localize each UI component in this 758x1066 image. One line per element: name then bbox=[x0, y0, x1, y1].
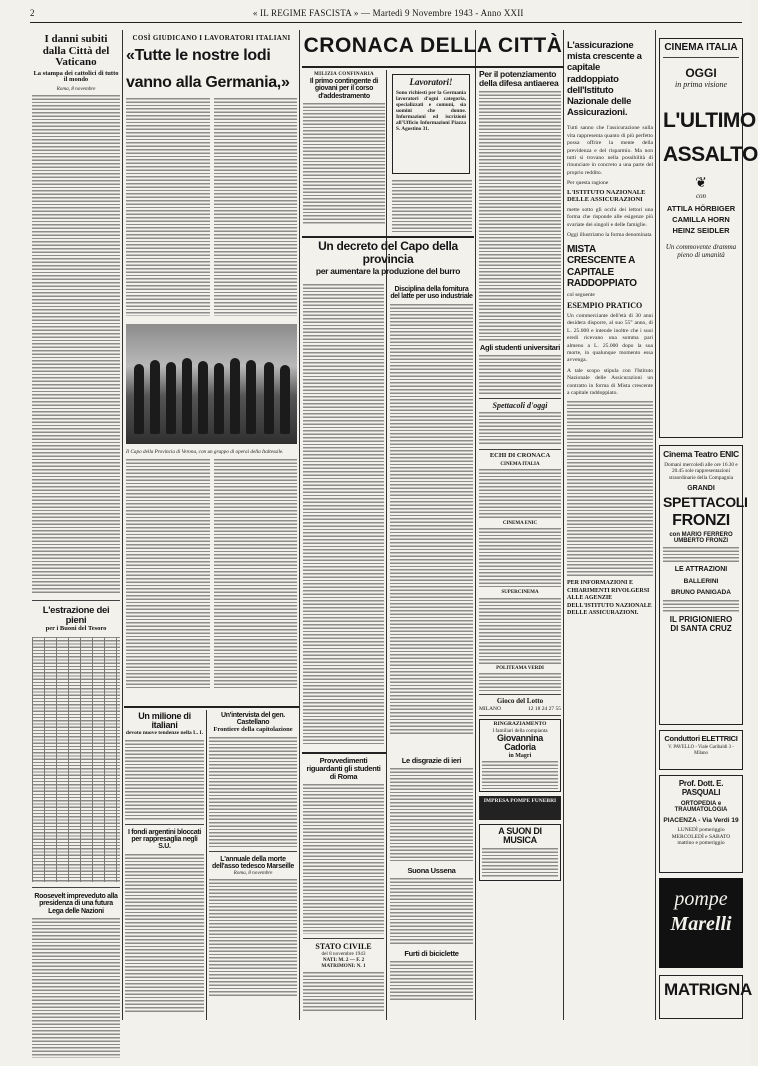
film-con: con bbox=[695, 192, 707, 200]
pasquali-spec: ORTOPEDIA e TRAUMATOLOGIA bbox=[674, 801, 728, 813]
spettacoli-headline[interactable]: Spettacoli d'oggi bbox=[492, 400, 548, 410]
studenti-headline[interactable]: Agli studenti universitari bbox=[479, 342, 561, 352]
echi-headline[interactable]: ECHI DI CRONACA bbox=[489, 452, 551, 460]
insurance-highlight-sub: col seguente bbox=[567, 291, 595, 298]
col3b-bottom-stories bbox=[390, 757, 473, 1019]
column-1 bbox=[32, 34, 120, 1024]
page-number: 2 bbox=[30, 8, 35, 18]
impresa-title[interactable]: IMPRESA POMPE FUNEBRI bbox=[483, 798, 557, 805]
teatro-ballerini: BALLERINI bbox=[683, 578, 719, 586]
decreto-subheadline: per aumentare la produzione del burro bbox=[315, 266, 461, 277]
insurance-para4: Un commerciante dell'età di 30 anni desidera disporre, al suo 55° anno, di L. 25.000 e intende inoltre che i suoi eredi ricevano una somma pari almeno a L. 25.000 dopo la sua morte, in qualunque momento essa avvenga. bbox=[567, 312, 653, 364]
pompe-line1[interactable]: pompe bbox=[674, 888, 728, 910]
film-actor3: HEINZ SEIDLER bbox=[672, 226, 730, 235]
teatro-times: Domani mercoledì alle ore 16.30 e 20.45 sole rappresentazioni straordinarie della Compagnia bbox=[664, 462, 738, 481]
lead-body-cont-right bbox=[214, 459, 298, 689]
milione-headline[interactable]: Un milione di italiani bbox=[138, 711, 191, 731]
ringraziamento-body bbox=[482, 761, 558, 789]
pasquali-city: PIACENZA - Via Verdi 19 bbox=[663, 817, 739, 824]
section-rule bbox=[124, 706, 299, 708]
castellano-body bbox=[209, 737, 297, 847]
cinema-oggi: OGGI bbox=[685, 66, 717, 80]
lavoratori-title[interactable]: Lavoratori! bbox=[409, 77, 453, 87]
section-title-block bbox=[302, 34, 564, 66]
milizia-headline[interactable]: Il primo contingente di giovani per il corso d'addestramento bbox=[309, 78, 379, 100]
decreto-headline[interactable]: Un decreto del Capo della provincia bbox=[318, 239, 458, 266]
section-title[interactable]: CRONACA DELLA CITTÀ bbox=[303, 34, 563, 57]
furti-headline[interactable]: Furti di biciclette bbox=[404, 948, 459, 958]
cinema-italia-ad bbox=[659, 38, 758, 438]
fondi-headline[interactable]: I fondi argentini bloccati per rappresaglia negli S.U. bbox=[127, 828, 202, 851]
milizia-story bbox=[303, 72, 385, 232]
lead-photo-caption: Il Capo della Provincia di Verona, con un gruppo di operai della Italtessile. bbox=[126, 448, 284, 455]
cinema-italia-body bbox=[479, 469, 561, 519]
lead-body-right bbox=[214, 98, 298, 316]
prigioniero-line1[interactable]: IL PRIGIONIERO bbox=[669, 615, 733, 625]
insurance-para3: Oggi illustriamo la forma denominata bbox=[567, 232, 652, 239]
latte-body bbox=[390, 304, 473, 734]
ringraziamento-text: I familiari della compianta bbox=[492, 728, 548, 735]
stato-civile-nati: NATI: M. 2 — F. 2 bbox=[322, 957, 365, 964]
teatro-body bbox=[663, 547, 739, 563]
fondi-body bbox=[125, 854, 204, 1014]
divider bbox=[32, 600, 120, 601]
film-ornament-icon: ❦ bbox=[695, 176, 707, 191]
masthead-line: « IL REGIME FASCISTA » — Martedì 9 Novembre 1943 - Anno XXII bbox=[252, 8, 524, 18]
ringraziamento-box bbox=[479, 719, 561, 792]
difesa-headline[interactable]: Per il potenziamento della difesa antiaerea bbox=[479, 69, 559, 88]
politeama-label: POLITEAMA VERDI bbox=[496, 665, 544, 671]
provvedimenti-headline[interactable]: Provvedimenti riguardanti gli studenti di Roma bbox=[306, 756, 381, 781]
insurance-body-cont bbox=[567, 401, 653, 576]
disgrazie-body bbox=[390, 768, 473, 863]
lavoratori-text: Sono richiesti per la Germania lavoratori d'ogni categoria, specializzati e comuni, sia uomini che donne. Informazioni ed iscrizioni all'Ufficio Informazioni Piazza S. Agostino 31. bbox=[396, 90, 466, 133]
spettacoli-body bbox=[479, 412, 561, 446]
column-rule bbox=[299, 30, 300, 1020]
divider bbox=[479, 398, 561, 399]
vatican-article-body bbox=[32, 95, 120, 595]
lotto-numbers: 12 18 24 27 55 bbox=[528, 706, 561, 713]
insurance-para5: A tale scopo stipula con l'Istituto Nazionale delle Assicurazioni un contratto in forma di Mista crescente a capitale raddoppiato. bbox=[567, 367, 653, 396]
milione-body bbox=[125, 740, 204, 820]
pasquali-ad bbox=[659, 775, 743, 873]
header-rule bbox=[30, 22, 742, 23]
pasquali-days: LUNEDÌ pomeriggio MERCOLEDÌ e SABATO mattino e pomeriggio bbox=[671, 827, 731, 847]
film-tagline: Un commovente dramma pieno di umanità bbox=[665, 243, 737, 259]
castellano-headline[interactable]: Un'intervista del gen. Castellano bbox=[221, 712, 285, 727]
insurance-reason: Per questa ragione bbox=[567, 180, 609, 187]
lavoratori-box bbox=[392, 74, 470, 174]
divider bbox=[663, 57, 739, 58]
cinema-italia-title[interactable]: CINEMA ITALIA bbox=[664, 42, 738, 53]
page-header bbox=[30, 6, 742, 20]
insurance-headline[interactable]: L'assicurazione mista crescente a capitale raddoppiato dell'Istituto Nazionale delle Assicurazioni. bbox=[567, 40, 642, 119]
marseille-body bbox=[209, 879, 297, 997]
column-rule bbox=[563, 30, 564, 1020]
divider bbox=[32, 887, 120, 888]
furti-body bbox=[390, 961, 473, 1001]
milizia-body bbox=[303, 103, 385, 225]
difesa-body bbox=[479, 91, 561, 341]
divider bbox=[209, 851, 297, 852]
lead-story bbox=[126, 34, 297, 709]
supercinema-label: SUPERCINEMA bbox=[501, 590, 539, 596]
impresa-ad bbox=[479, 796, 561, 820]
film-actor1: ATTILA HÖRBIGER bbox=[666, 204, 736, 213]
insurance-example-title[interactable]: ESEMPIO PRATICO bbox=[567, 300, 643, 310]
marseille-headline[interactable]: L'annuale della morte dell'asso tedesco Marseille bbox=[212, 855, 294, 870]
film-title-line2[interactable]: ASSALTO bbox=[663, 143, 758, 166]
teatro-body-2 bbox=[663, 600, 739, 612]
estrazione-subheadline: per i Buoni del Tesoro bbox=[45, 625, 107, 633]
studenti-body bbox=[479, 355, 561, 395]
politeama-body bbox=[479, 673, 561, 691]
teatro-title[interactable]: Cinema Teatro ENIC bbox=[663, 449, 739, 459]
elettrici-ad bbox=[659, 730, 743, 770]
insurance-highlight[interactable]: MISTA CRESCENTE A CAPITALE RADDOPPIATO bbox=[567, 243, 637, 290]
divider bbox=[479, 449, 561, 450]
divider bbox=[479, 715, 561, 716]
cinema-enic-body bbox=[479, 528, 561, 588]
section-rule bbox=[302, 752, 386, 754]
cinema-prima: in prima visione bbox=[675, 80, 727, 89]
teatro-spettacoli[interactable]: SPETTACOLI bbox=[663, 494, 748, 511]
teatro-maestro: BRUNO PANIGADA bbox=[671, 589, 731, 597]
middle-right-stories bbox=[209, 712, 297, 1012]
teatro-attrazioni: LE ATTRAZIONI bbox=[674, 566, 728, 574]
suona-body bbox=[390, 878, 473, 946]
stato-civile-body bbox=[303, 972, 384, 1012]
column-rule bbox=[655, 30, 656, 1020]
elettrici-sub: V. PAVELLO - Viale Garibaldi 3 - Milano bbox=[668, 745, 734, 756]
pasquali-title[interactable]: Prof. Dott. E. PASQUALI bbox=[678, 779, 724, 797]
stato-civile-title[interactable]: STATO CIVILE bbox=[315, 941, 372, 951]
column-rule bbox=[206, 710, 207, 1020]
film-actor2: CAMILLA HORN bbox=[672, 215, 730, 224]
milione-subheadline: devoto nuove tendenze nella L. I. bbox=[125, 729, 204, 736]
lead-kicker: COSÌ GIUDICANO I LAVORATORI ITALIANI bbox=[132, 34, 291, 42]
vatican-headline[interactable]: I danni subiti dalla Città del Vaticano bbox=[42, 33, 110, 69]
lead-body-left bbox=[126, 98, 210, 316]
divider bbox=[303, 938, 384, 939]
musica-ad bbox=[479, 824, 561, 881]
teatro-enic-ad bbox=[659, 445, 748, 725]
stato-civile-date: del 8 novembre 1943 bbox=[321, 951, 366, 958]
latte-headline[interactable]: Disciplina della fornitura del latte per uso industriale bbox=[390, 286, 473, 301]
musica-title[interactable]: A SUON DI MUSICA bbox=[498, 825, 542, 846]
latte-story bbox=[390, 286, 473, 746]
suona-headline[interactable]: Suona Ussena bbox=[407, 865, 456, 875]
milizia-kicker: MILIZIA CONFINARIA bbox=[314, 72, 374, 77]
ringraziamento-name[interactable]: Giovannina Cadoria bbox=[496, 733, 543, 753]
matrigna-title[interactable]: MATRIGNA bbox=[664, 980, 752, 999]
cinema-italia-label: CINEMA ITALIA bbox=[500, 461, 540, 467]
insurance-para2: mette sotto gli occhi dei lettori una forma che risponde alle esigenze più svariate dei singoli e delle famiglie. bbox=[567, 206, 653, 228]
estrazione-number-table bbox=[32, 637, 120, 882]
column-rule bbox=[122, 30, 123, 1020]
provvedimenti-body bbox=[303, 784, 384, 934]
provvedimenti-story bbox=[303, 757, 384, 1019]
insurance-para1: Tutti sanno che l'assicurazione sulla vita rappresenta quanto di più perfetto possa offrire la mente della previdenza e del risparmio. Ma non tutti si trovano nella possibilità di rinunciare in concreto a una parte del proprio reddito. bbox=[567, 125, 653, 176]
musica-body bbox=[482, 848, 558, 878]
insurance-institute[interactable]: L'ISTITUTO NAZIONALE DELLE ASSICURAZIONI bbox=[567, 189, 646, 204]
cinema-enic-label: CINEMA ENIC bbox=[502, 521, 538, 527]
disgrazie-headline[interactable]: Le disgrazie di ieri bbox=[401, 756, 462, 765]
divider bbox=[125, 824, 204, 825]
estrazione-headline[interactable]: L'estrazione dei pieni bbox=[42, 605, 110, 627]
stato-civile-matrimoni: MATRIMONI: N. 1 bbox=[321, 963, 366, 970]
castellano-subheadline: Frontiere della capitolazione bbox=[213, 725, 293, 733]
column-4 bbox=[479, 70, 561, 1020]
vatican-dateline: Roma, 8 novembre bbox=[56, 86, 96, 93]
column-rule bbox=[386, 70, 387, 1020]
marseille-dateline: Roma, 8 novembre bbox=[233, 870, 273, 877]
prigioniero-line2[interactable]: DI SANTA CRUZ bbox=[670, 624, 732, 634]
roosevelt-headline[interactable]: Roosevelt impreveduto alla presidenza di una futura Lega delle Nazioni bbox=[34, 893, 118, 915]
lead-headline-line1[interactable]: «Tutte le nostre lodi bbox=[126, 47, 271, 64]
insurance-info[interactable]: PER INFORMAZIONI E CHIARIMENTI RIVOLGERSI ALLE AGENZIE DELL'ISTITUTO NAZIONALE DELLE ASSICURAZIONI. bbox=[567, 580, 652, 617]
lead-photo bbox=[126, 324, 297, 444]
lotto-headline[interactable]: Gioco del Lotto bbox=[496, 696, 544, 705]
teatro-grandi: GRANDI bbox=[687, 485, 715, 493]
elettrici-title[interactable]: Conduttori ELETTRICI bbox=[664, 734, 738, 743]
vatican-subheadline: La stampa dei cattolici di tutto il mondo bbox=[33, 69, 119, 84]
decreto-headline-block bbox=[302, 240, 474, 280]
ringraziamento-title: RINGRAZIAMENTO bbox=[493, 721, 547, 728]
roosevelt-article-body bbox=[32, 918, 120, 1058]
insurance-advertorial bbox=[567, 40, 653, 1020]
supercinema-body bbox=[479, 598, 561, 664]
film-title-line1[interactable]: L'ULTIMO bbox=[663, 109, 756, 132]
lead-body-cont-left bbox=[126, 459, 210, 689]
matrigna-ad bbox=[659, 975, 752, 1019]
lotto-city: MILANO bbox=[479, 706, 501, 713]
lead-headline-line2[interactable]: vanno alla Germania,» bbox=[126, 73, 290, 91]
col3-right-body bbox=[392, 180, 472, 232]
pompe-line2[interactable]: Marelli bbox=[670, 913, 732, 935]
decreto-body-left bbox=[303, 284, 384, 744]
divider bbox=[479, 694, 561, 695]
teatro-cast: con MARIO FERRERO UMBERTO FRONZI bbox=[669, 532, 733, 545]
middle-left-stories bbox=[125, 712, 204, 1012]
teatro-fronzi[interactable]: FRONZI bbox=[672, 512, 730, 530]
column-rule bbox=[475, 30, 476, 1020]
pompe-marelli-ad bbox=[659, 878, 743, 968]
section-title-rule bbox=[302, 66, 564, 68]
ringraziamento-sub: in Magri bbox=[508, 752, 532, 759]
section-rule bbox=[302, 236, 474, 238]
